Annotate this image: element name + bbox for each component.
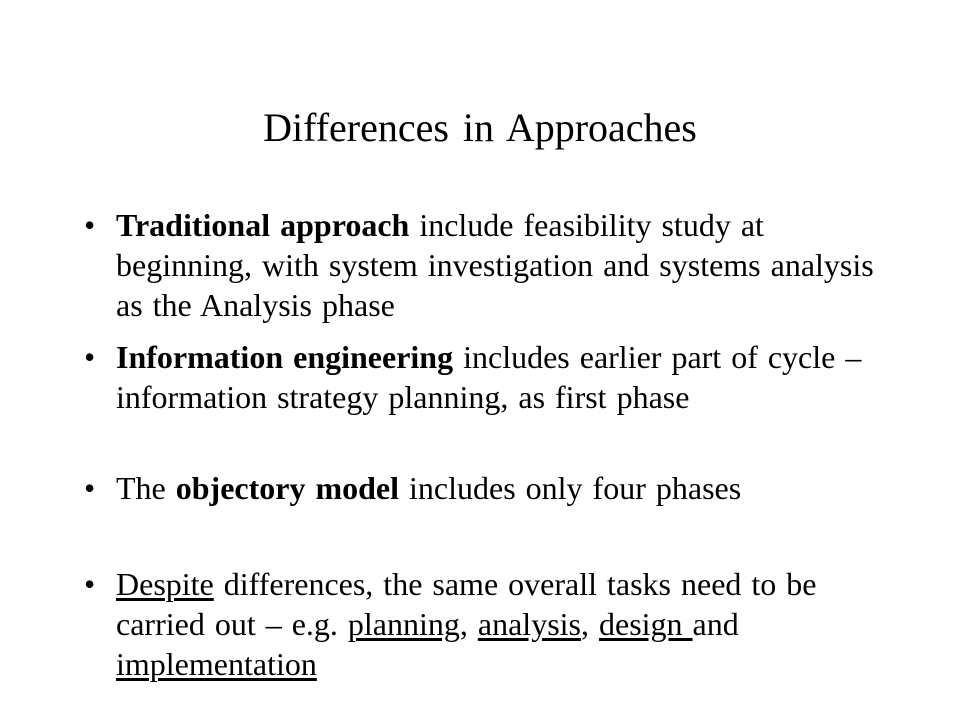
underlined-word-implementation: implementation (116, 646, 317, 682)
bullet-despite-differences (84, 564, 874, 684)
underlined-word-planning: planning (347, 606, 460, 642)
bullet-text (116, 205, 874, 325)
bullet-text (116, 337, 874, 417)
bullet-point-icon: • (84, 207, 96, 243)
bullet-point-icon: • (84, 470, 96, 506)
bullet-point-icon: • (84, 339, 96, 375)
bullet-body: include feasibility study at beginning, with system investigation and systems analysis as the Analysis phase (116, 207, 874, 323)
connector-and: and (692, 606, 739, 642)
bullet-text (116, 468, 874, 508)
bold-term: Information engineering (116, 339, 454, 375)
bullet-objectory-model (84, 468, 874, 508)
underlined-word-analysis: analysis (477, 606, 581, 642)
bullet-point-icon: • (84, 566, 96, 602)
slide-title: Differences in Approaches (263, 105, 697, 150)
bullet-text (116, 564, 874, 684)
separator: , (580, 606, 599, 642)
bullet-traditional-approach (84, 205, 874, 325)
bullet-prefix: The (116, 470, 176, 506)
bullet-body: differences, the same overall tasks need to be carried out – e.g. (116, 566, 817, 642)
bullet-body: includes only four phases (399, 470, 742, 506)
bold-term: objectory model (175, 470, 400, 506)
underlined-word-design: design (598, 606, 693, 642)
underlined-word-despite: Despite (116, 566, 214, 602)
bullet-body: includes earlier part of cycle – information strategy planning, as first phase (116, 339, 862, 415)
separator: , (459, 606, 478, 642)
bullet-information-engineering (84, 337, 874, 417)
bold-term: Traditional approach (116, 207, 410, 243)
